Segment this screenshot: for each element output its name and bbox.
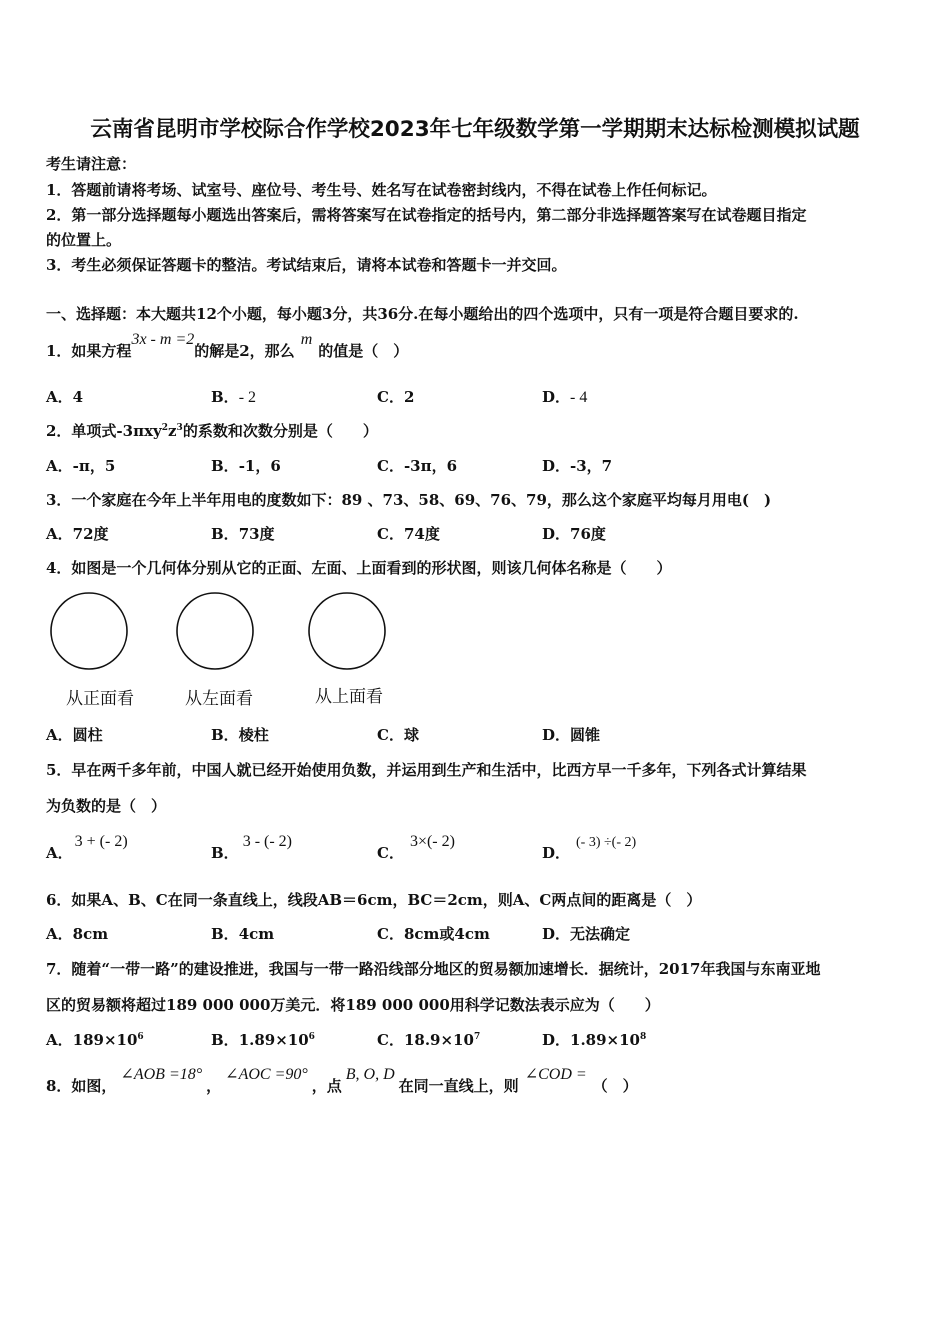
q2-option-a: A．-π，5 bbox=[46, 457, 116, 475]
question-1 bbox=[46, 331, 409, 361]
q1-option-a: A．4 bbox=[46, 388, 84, 406]
q4-option-a: A．圆柱 bbox=[46, 726, 103, 744]
q2-option-d: D．-3，7 bbox=[542, 457, 613, 475]
q2-option-b: B．-1，6 bbox=[211, 457, 281, 475]
q1-option-d: D．- 4 bbox=[542, 388, 588, 406]
q1-suffix: 的值是（ ） bbox=[318, 342, 409, 360]
notice-item-1: 1．答题前请将考场、试室号、座位号、考生号、姓名写在试卷密封线内，不得在试卷上作任何标记。 bbox=[46, 181, 717, 199]
section-heading: 一、选择题：本大题共12个小题，每小题3分，共36分.在每小题给出的四个选项中，只有一项是符合题目要求的. bbox=[46, 305, 799, 323]
q1-equation: 3x - m =2 bbox=[131, 331, 195, 348]
top-view-circle bbox=[306, 590, 388, 672]
q2-option-c: C．-3π，6 bbox=[377, 457, 458, 475]
question-6: 6．如果A、B、C在同一条直线上，线段AB＝6cm，BC＝2cm，则A、C两点间的距离是（ ） bbox=[46, 891, 702, 909]
q6-option-c: C．8cm或4cm bbox=[377, 925, 490, 943]
q1-option-b: B．- 2 bbox=[211, 388, 257, 406]
q3-option-b: B．73度 bbox=[211, 525, 275, 543]
q6-option-a: A．8cm bbox=[46, 925, 109, 943]
q3-option-c: C．74度 bbox=[377, 525, 440, 543]
q7-option-d: D．$1.89\times 10^8$ bbox=[542, 1031, 647, 1049]
q3-option-d: D．76度 bbox=[542, 525, 606, 543]
question-7-line-1: 7．随着“一带一路”的建设推进，我国与一带一路沿线部分地区的贸易额加速增长．据统计，2017年我国与东南亚地 bbox=[46, 960, 821, 978]
front-view-circle bbox=[48, 590, 130, 672]
q7-option-b: B．$1.89\times 10^6$ bbox=[211, 1031, 315, 1049]
q4-option-c: C．球 bbox=[377, 726, 419, 744]
question-5-line-2: 为负数的是（ ） bbox=[46, 797, 167, 815]
q5-option-d: D．(- 3) ÷(- 2) bbox=[542, 835, 637, 862]
page-title: 云南省昆明市学校际合作学校2023年七年级数学第一学期期末达标检测模拟试题 bbox=[90, 117, 860, 142]
q6-option-b: B．4cm bbox=[211, 925, 275, 943]
q3-option-a: A．72度 bbox=[46, 525, 109, 543]
q5-option-c: C．3×(- 2) bbox=[377, 833, 455, 862]
question-2: 2．单项式$-3\pi xy^2z^3$的系数和次数分别是（ ） bbox=[46, 422, 378, 440]
q4-option-d: D．圆锥 bbox=[542, 726, 601, 744]
question-7-line-2: 区的贸易额将超过189 000 000万美元．将189 000 000用科学记数法表示应为（ ） bbox=[46, 996, 660, 1014]
question-8: 8．如图，∠AOB =18°，∠AOC =90°，点B, O, D在同一直线上，则∠COD =（ ） bbox=[46, 1066, 638, 1095]
left-view-circle bbox=[174, 590, 256, 672]
question-3: 3．一个家庭在今年上半年用电的度数如下：89 、73、58、69、76、79，那么这个家庭平均每月用电( ) bbox=[46, 491, 772, 509]
notice-item-2: 2．第一部分选择题每小题选出答案后，需将答案写在试卷指定的括号内，第二部分非选择题答案写在试卷题目指定 bbox=[46, 206, 807, 224]
question-4: 4．如图是一个几何体分别从它的正面、左面、上面看到的形状图，则该几何体名称是（ ） bbox=[46, 559, 672, 577]
q5-option-b: B．3 - (- 2) bbox=[211, 833, 292, 862]
q5-option-a: A．3 + (- 2) bbox=[46, 833, 128, 862]
notice-heading: 考生请注意： bbox=[46, 155, 137, 173]
q1-prefix: 1．如果方程 bbox=[46, 342, 132, 360]
q6-option-d: D．无法确定 bbox=[542, 925, 631, 943]
q1-variable: m bbox=[300, 331, 313, 348]
q4-option-b: B．棱柱 bbox=[211, 726, 269, 744]
notice-item-2-cont: 的位置上。 bbox=[46, 231, 122, 249]
q7-option-a: A．$189\times 10^6$ bbox=[46, 1031, 144, 1049]
q1-mid: 的解是2，那么 bbox=[194, 342, 295, 360]
q1-option-c: C．2 bbox=[377, 388, 415, 406]
front-view-label: 从正面看 bbox=[66, 689, 134, 709]
q7-option-c: C．$18.9\times 10^7$ bbox=[377, 1031, 481, 1049]
notice-item-3: 3．考生必须保证答题卡的整洁。考试结束后，请将本试卷和答题卡一并交回。 bbox=[46, 256, 567, 274]
question-5-line-1: 5．早在两千多年前，中国人就已经开始使用负数，并运用到生产和生活中，比西方早一千多年，下列各式计算结果 bbox=[46, 761, 807, 779]
left-view-label: 从左面看 bbox=[185, 689, 253, 709]
top-view-label: 从上面看 bbox=[315, 687, 383, 707]
